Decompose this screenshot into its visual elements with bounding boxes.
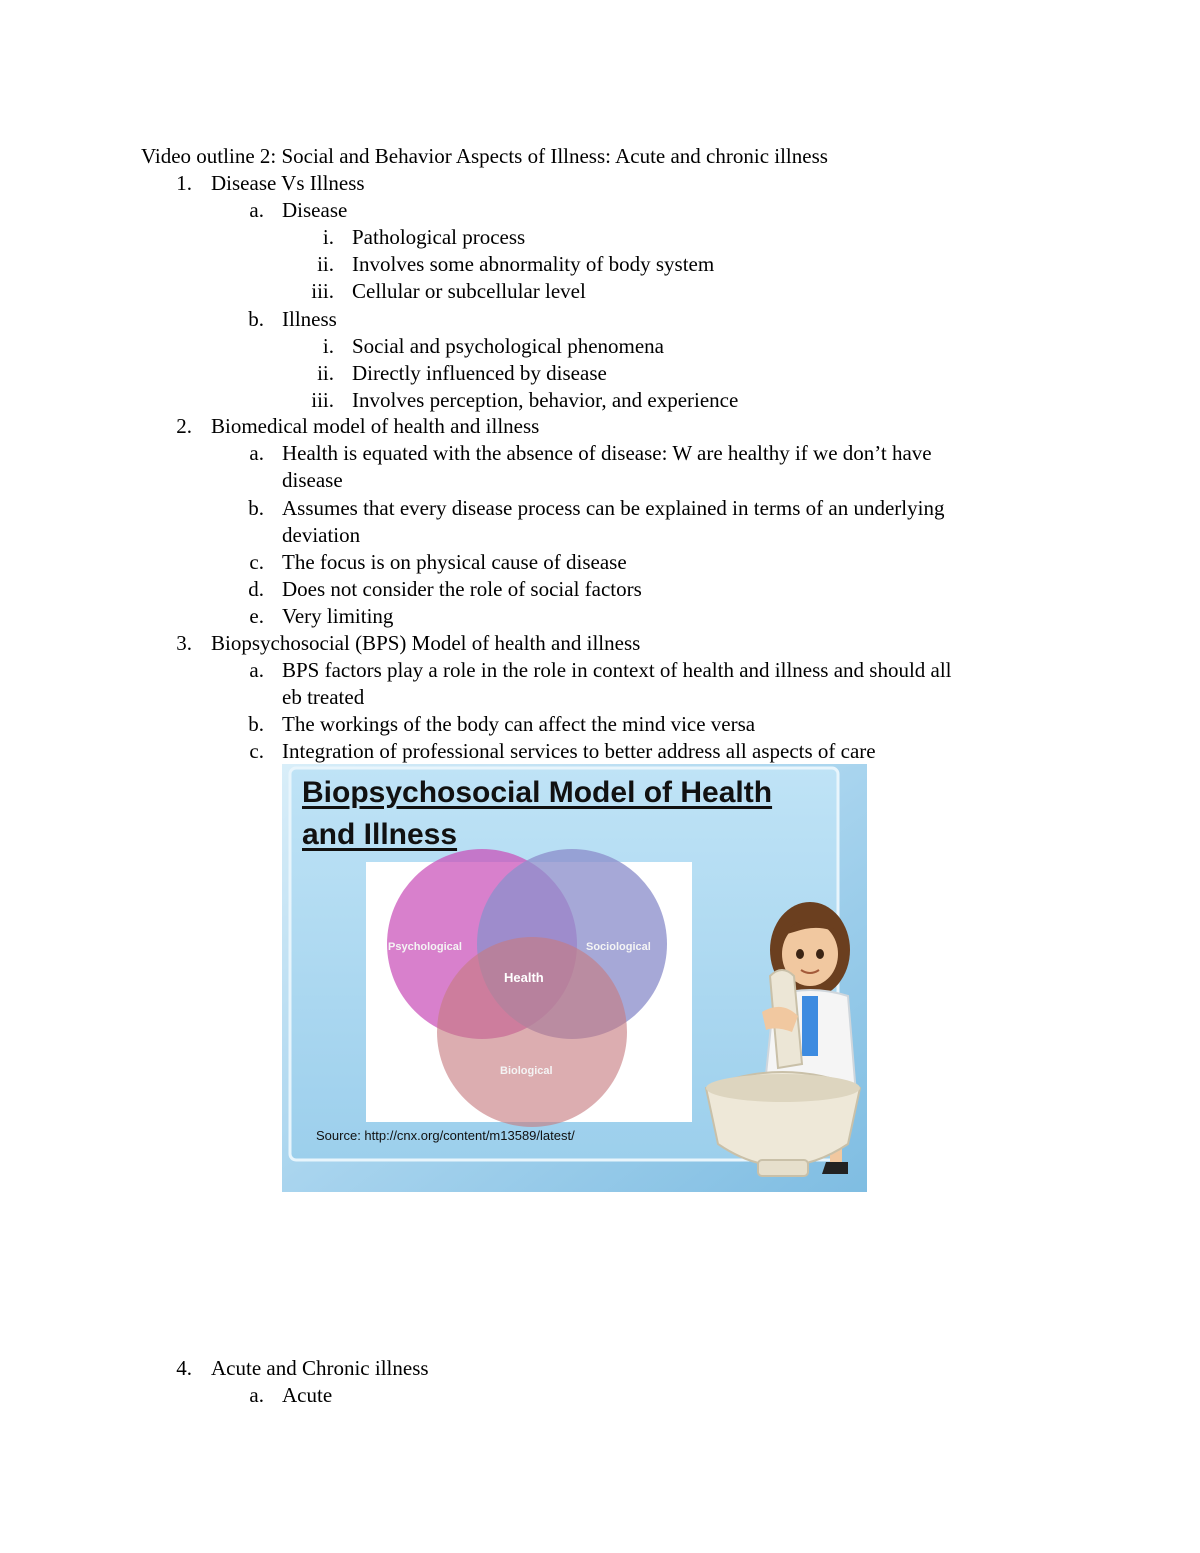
slide-screenshot	[282, 764, 867, 1192]
subitem-number: iii.	[311, 279, 334, 303]
slide-title-line-1: Biopsychosocial Model of Health	[302, 776, 773, 809]
item-text-continued: eb treated	[282, 685, 365, 709]
item-text: Assumes that every disease process can be explained in terms of an underlying	[282, 496, 945, 520]
item-letter: b.	[248, 712, 264, 736]
subitem-text: Directly influenced by disease	[352, 361, 607, 385]
venn-label-sociological: Sociological	[586, 941, 651, 953]
venn-label-biological: Biological	[500, 1065, 553, 1077]
item-text: Health is equated with the absence of disease: W are healthy if we don’t have	[282, 441, 932, 465]
subitem-text: Social and psychological phenomena	[352, 334, 664, 358]
item-letter: e.	[249, 604, 264, 628]
item-letter: b.	[248, 496, 264, 520]
item-text: The workings of the body can affect the mind vice versa	[282, 712, 756, 736]
subitem-number: ii.	[317, 361, 334, 385]
subitem-text: Cellular or subcellular level	[352, 279, 586, 303]
item-letter: a.	[249, 658, 264, 682]
section-number: 2.	[176, 414, 192, 438]
subitem-number: iii.	[311, 388, 334, 412]
subitem-text: Involves perception, behavior, and experience	[352, 388, 739, 412]
venn-label-center: Health	[504, 970, 544, 985]
subitem-text: Involves some abnormality of body system	[352, 252, 715, 276]
item-letter: a.	[249, 441, 264, 465]
section-number: 3.	[176, 631, 192, 655]
section-number: 4.	[176, 1356, 192, 1380]
subitem-number: i.	[322, 225, 334, 249]
section-heading: Biopsychosocial (BPS) Model of health and illness	[211, 631, 641, 655]
item-text: Very limiting	[282, 604, 394, 628]
document-title: Video outline 2: Social and Behavior Aspects of Illness: Acute and chronic illness	[141, 144, 828, 168]
slide-title	[302, 772, 772, 856]
subitem-number: i.	[322, 334, 334, 358]
item-text: Integration of professional services to better address all aspects of care	[282, 739, 876, 763]
section-heading: Acute and Chronic illness	[211, 1356, 429, 1380]
subitem-text: Pathological process	[352, 225, 526, 249]
subitem-number: ii.	[317, 252, 334, 276]
section-heading: Biomedical model of health and illness	[211, 414, 540, 438]
slide-title-line-2: and Illness	[302, 818, 458, 851]
item-letter: a.	[249, 1383, 264, 1407]
item-text: Illness	[282, 307, 337, 331]
item-letter: d.	[248, 577, 264, 601]
item-text-continued: disease	[282, 468, 343, 492]
venn-label-psychological: Psychological	[388, 941, 462, 953]
section-number: 1.	[176, 171, 192, 195]
item-letter: b.	[248, 307, 264, 331]
item-text: Disease	[282, 198, 348, 222]
section-heading: Disease Vs Illness	[211, 171, 365, 195]
item-text: The focus is on physical cause of disease	[282, 550, 627, 574]
item-text: Acute	[282, 1383, 333, 1407]
item-text: Does not consider the role of social factors	[282, 577, 642, 601]
item-letter: c.	[249, 739, 264, 763]
venn-circle-biological	[437, 937, 627, 1127]
item-letter: c.	[249, 550, 264, 574]
item-letter: a.	[249, 198, 264, 222]
slide-source: Source: http://cnx.org/content/m13589/latest/	[316, 1128, 575, 1143]
item-text-continued: deviation	[282, 523, 361, 547]
item-text: BPS factors play a role in the role in context of health and illness and should all	[282, 658, 952, 682]
